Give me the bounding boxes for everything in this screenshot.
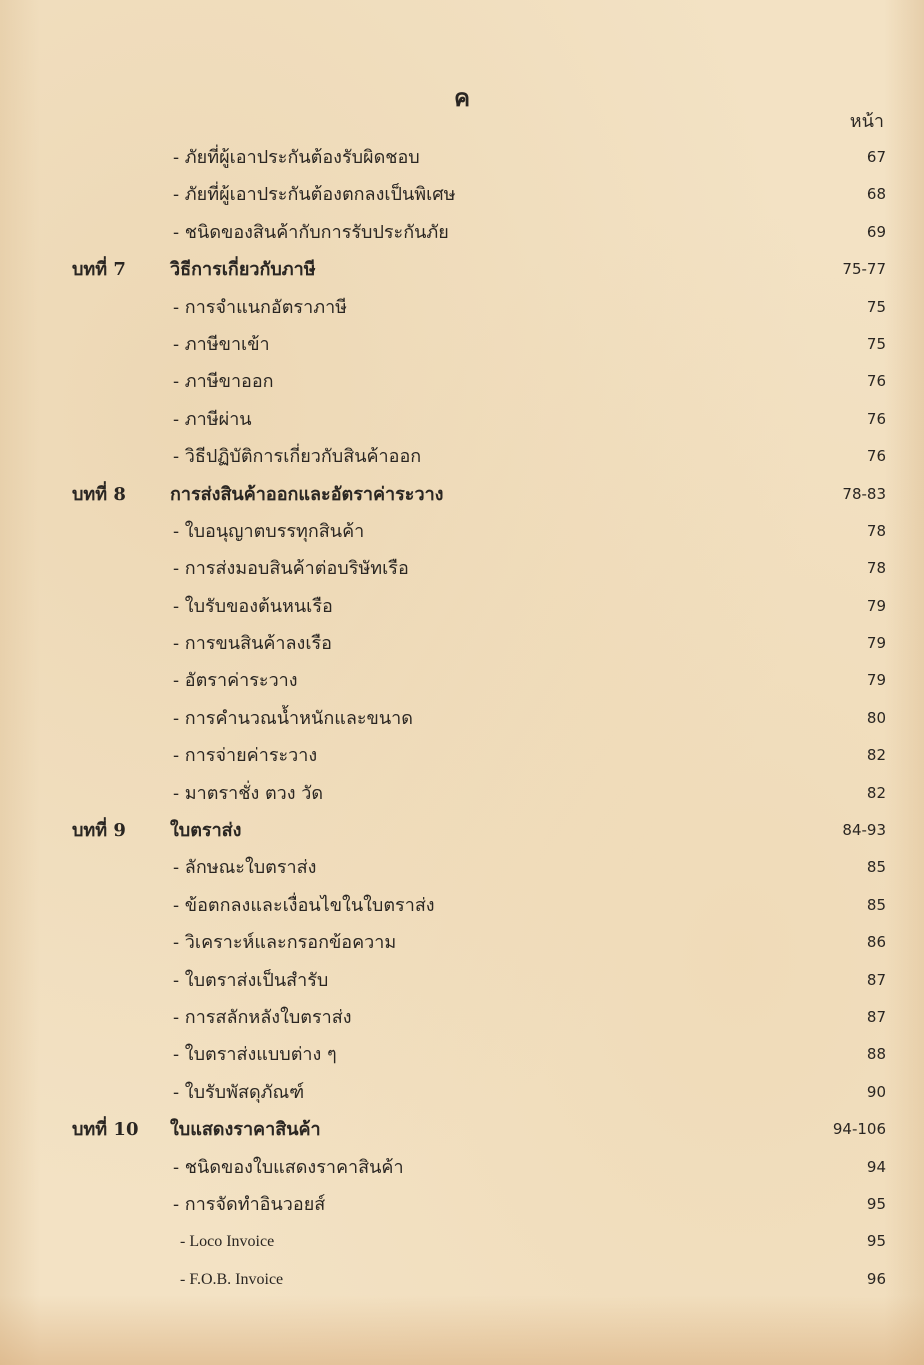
toc-item-row [0,999,924,1036]
chapter-title: ใบแสดงราคาสินค้า [170,1119,321,1141]
chapter-label: บทที่ 7 [72,259,126,281]
toc-item-row [0,438,924,475]
chapter-label: บทที่ 8 [72,483,126,505]
page-number: 90 [866,1082,886,1101]
page-number: 84-93 [842,821,886,840]
page-number: 95 [866,1194,886,1213]
toc-item-row [0,214,924,251]
toc-item-title: - ใบตราส่งเป็นสำรับ [173,969,329,991]
toc-item-row [0,588,924,625]
page-number: 94 [866,1157,886,1176]
page-number: 95 [866,1232,886,1251]
toc-item-title: - การจัดทำอินวอยส์ [173,1193,326,1215]
toc-item-row [0,1149,924,1186]
page-number: 79 [866,634,886,653]
toc-item-title: - ภัยที่ผู้เอาประกันต้องตกลงเป็นพิเศษ [173,184,456,206]
toc-item-row [0,139,924,176]
table-of-contents [0,139,924,1298]
toc-item-title: - วิเคราะห์และกรอกข้อความ [173,932,397,954]
toc-item-title: - ชนิดของใบแสดงราคาสินค้า [173,1156,404,1178]
page-number: 85 [866,858,886,877]
toc-item-title: - ใบรับพัสดุภัณฑ์ [173,1081,305,1103]
toc-item-title: - ภาษีขาเข้า [173,333,270,355]
page-number: 78 [866,559,886,578]
page-number: 94-106 [832,1120,886,1139]
page-number: 78-83 [842,484,886,503]
toc-chapter-row [0,251,924,288]
toc-item-title: - Loco Invoice [180,1233,275,1251]
page-number: 69 [866,222,886,241]
page-number: 85 [866,895,886,914]
toc-item-row [0,289,924,326]
page-number: 87 [866,970,886,989]
toc-item-title: - การขนสินค้าลงเรือ [173,633,332,655]
chapter-title: การส่งสินค้าออกและอัตราค่าระวาง [170,483,444,505]
page-number: 82 [866,783,886,802]
toc-item-row [0,401,924,438]
page-number: 78 [866,521,886,540]
toc-item-row [0,924,924,961]
page-number: 76 [866,372,886,391]
toc-item-row [0,326,924,363]
toc-item-row [0,513,924,550]
toc-item-title: - ภาษีขาออก [173,371,274,393]
toc-item-title: - การจ่ายค่าระวาง [173,745,318,767]
page-number: 75-77 [842,260,886,279]
toc-item-title: - ชนิดของสินค้ากับการรับประกันภัย [173,221,449,243]
toc-item-row [0,363,924,400]
chapter-title: ใบตราส่ง [170,820,242,842]
toc-item-title: - ใบอนุญาตบรรทุกสินค้า [173,520,365,542]
toc-item-title: - การจำแนกอัตราภาษี [173,296,348,318]
page-number: 82 [866,746,886,765]
toc-item-title: - ใบตราส่งแบบต่าง ๆ [173,1044,337,1066]
page-number: 80 [866,708,886,727]
page-column-label: หน้า [849,111,884,132]
toc-item-row [0,737,924,774]
page-number: 75 [866,334,886,353]
page-number: 67 [866,148,886,166]
toc-item-title: - ภัยที่ผู้เอาประกันต้องรับผิดชอบ [173,147,420,168]
toc-item-row [0,176,924,213]
page-number: 79 [866,596,886,615]
page-number: 87 [866,1007,886,1026]
page-number: 75 [866,297,886,316]
toc-item-row [0,625,924,662]
chapter-label: บทที่ 10 [72,1119,139,1141]
toc-chapter-row [0,1111,924,1148]
toc-item-title: - การคำนวณน้ำหนักและขนาด [173,707,413,729]
toc-item-row [0,700,924,737]
page-letter: ค [453,83,471,112]
chapter-label: บทที่ 9 [72,820,126,842]
toc-item-title: - การสลักหลังใบตราส่ง [173,1006,352,1028]
toc-item-title: - อัตราค่าระวาง [173,670,298,692]
toc-item-title: - มาตราชั่ง ตวง วัด [173,782,324,804]
toc-item-title: - ข้อตกลงและเงื่อนไขในใบตราส่ง [173,894,435,916]
page-number: 96 [866,1269,886,1288]
toc-item-row [0,1223,924,1260]
toc-item-title: - ภาษีผ่าน [173,408,252,430]
toc-item-row [0,962,924,999]
toc-item-row [0,849,924,886]
toc-item-row [0,1261,924,1298]
toc-item-row [0,550,924,587]
page-number: 88 [866,1045,886,1064]
page-number: 68 [866,185,886,204]
toc-item-title: - การส่งมอบสินค้าต่อบริษัทเรือ [173,558,409,580]
page-edge-shade [0,1295,924,1365]
toc-item-row [0,662,924,699]
toc-item-title: - ลักษณะใบตราส่ง [173,857,317,879]
toc-item-row [0,887,924,924]
page-number: 76 [866,409,886,428]
toc-chapter-row [0,812,924,849]
toc-item-title: - F.O.B. Invoice [180,1270,284,1288]
toc-item-row [0,775,924,812]
page-number: 86 [866,933,886,952]
toc-item-row [0,1074,924,1111]
page-number: 76 [866,447,886,466]
toc-item-title: - วิธีปฏิบัติการเกี่ยวกับสินค้าออก [173,446,422,468]
toc-item-row [0,1186,924,1223]
toc-item-title: - ใบรับของต้นหนเรือ [173,595,333,617]
toc-item-row [0,1036,924,1073]
toc-chapter-row [0,476,924,513]
page-number: 79 [866,671,886,690]
chapter-title: วิธีการเกี่ยวกับภาษี [170,259,316,281]
